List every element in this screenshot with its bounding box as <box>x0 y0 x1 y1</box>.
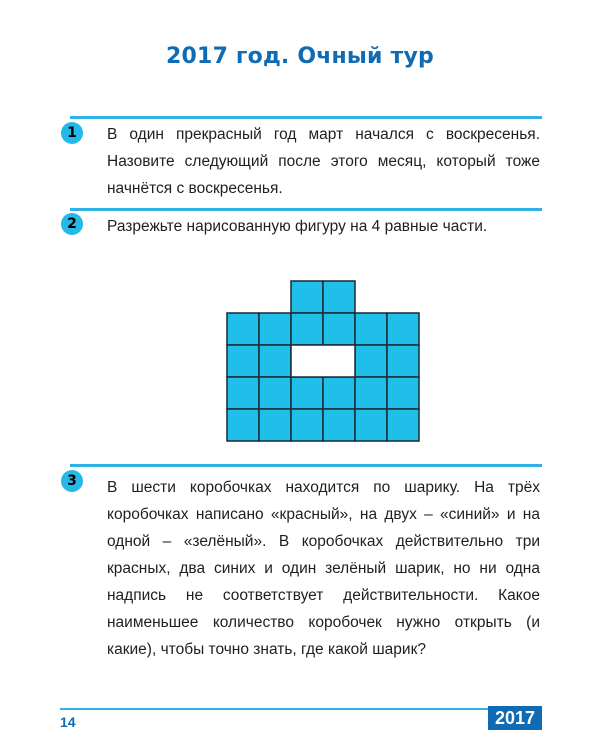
figure-cell <box>227 345 259 377</box>
problem-1-text: В один прекрасный год март начался с воскресенья. Назовите следующий после этого месяц, который тоже начнётся с воскресенья. <box>107 126 540 197</box>
problem-2-number-badge: 2 <box>61 213 83 235</box>
figure-cell <box>323 281 355 313</box>
figure-cell <box>323 377 355 409</box>
figure-cell <box>259 377 291 409</box>
figure-cell <box>259 409 291 441</box>
problem-3-number-badge: 3 <box>61 470 83 492</box>
figure-cell <box>227 409 259 441</box>
figure-cell <box>259 345 291 377</box>
figure-cell <box>387 313 419 345</box>
figure-cell <box>323 313 355 345</box>
figure-cell <box>387 345 419 377</box>
page-number: 14 <box>60 714 76 730</box>
figure-cell <box>291 409 323 441</box>
figure-cell <box>387 377 419 409</box>
figure-cell <box>227 377 259 409</box>
figure-cell <box>259 313 291 345</box>
figure-cell <box>323 409 355 441</box>
figure-cell <box>291 281 323 313</box>
figure-cell <box>291 313 323 345</box>
figure-cell <box>355 313 387 345</box>
figure-cell <box>355 377 387 409</box>
year-badge: 2017 <box>488 706 542 730</box>
figure-cell <box>355 345 387 377</box>
footer-line <box>60 708 542 710</box>
problem-2-text: Разрежьте нарисованную фигуру на 4 равные части. <box>107 218 488 235</box>
figure-cell <box>227 313 259 345</box>
figure-cell <box>355 409 387 441</box>
figure-hole <box>291 345 355 377</box>
problem-3-divider <box>70 464 542 467</box>
page-title: 2017 год. Очный тур <box>166 44 434 69</box>
problem-1-number-badge: 1 <box>61 122 83 144</box>
figure-cell <box>387 409 419 441</box>
figure-cell <box>291 377 323 409</box>
problem-3-text: В шести коробочках находится по шарику. На трёх коробочках написано «красный», на двух – «синий» и на одной – «зелёный». В коробочках действительно три красных, два синих и один зелёный шарик, но ни одна надпись не соответствует действительности. Какое наименьшее количество коробочек нужно открыть (и какие), чтобы точно знать, где какой шарик? <box>107 479 540 658</box>
